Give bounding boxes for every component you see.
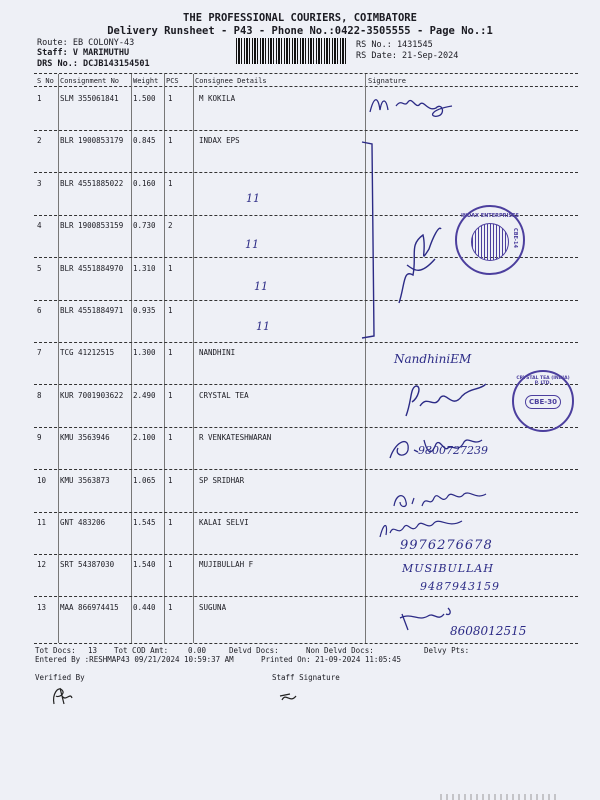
row-weight: 1.300 — [133, 348, 156, 358]
row-sno: 8 — [37, 390, 42, 400]
row-consignment-no: BLR 1900853179 — [60, 136, 124, 146]
verified-by-label: Verified By — [35, 673, 85, 682]
crystal-tea-stamp — [512, 370, 574, 432]
row-sno: 4 — [37, 221, 42, 231]
signature-nandhini: NandhiniEM — [394, 352, 472, 366]
phone-row-12: 9487943159 — [420, 580, 500, 593]
col-header-consignee: Consignee Details — [195, 77, 267, 85]
delvd-docs-label: Delvd Docs: — [229, 646, 279, 655]
row-sno: 2 — [37, 136, 42, 146]
indax-stamp-code: CBE-14 — [512, 228, 519, 248]
row-separator — [34, 596, 578, 597]
row-sno: 10 — [37, 475, 47, 485]
row-consignee: NANDHINI — [199, 348, 236, 358]
row-sno: 5 — [37, 263, 42, 273]
row-pcs: 1 — [168, 475, 173, 485]
row-pcs: 1 — [168, 560, 173, 570]
tot-cod-label: Tot COD Amt: — [114, 646, 169, 655]
staff-label: Staff: V MARIMUTHU — [37, 48, 130, 58]
ditto-mark: 11 — [246, 192, 260, 205]
col-header-sno: S No — [37, 77, 54, 85]
col-header-pcs: PCS — [166, 77, 179, 85]
staff-signature-label: Staff Signature — [272, 673, 340, 682]
row-consignment-no: SLM 355061841 — [60, 94, 119, 103]
row-consignment-no: BLR 4551885022 — [60, 178, 124, 188]
row-sno: 1 — [37, 94, 42, 103]
row-consignment-no: KMU 3563946 — [60, 433, 110, 443]
row-separator — [34, 342, 578, 343]
non-delvd-docs-label: Non Delvd Docs: — [306, 646, 374, 655]
row-pcs: 1 — [168, 306, 173, 315]
row-pcs: 1 — [168, 263, 173, 273]
column-divider — [58, 74, 59, 643]
column-divider — [164, 74, 165, 643]
table-header-rule — [34, 86, 578, 87]
row-weight: 1.545 — [133, 518, 156, 527]
row-weight: 0.440 — [133, 602, 156, 612]
row-weight: 0.730 — [133, 221, 156, 231]
signature-row-10 — [392, 488, 492, 512]
row-consignee: CRYSTAL TEA — [199, 390, 249, 400]
printed-on: Printed On: 21-09-2024 11:05:45 — [261, 655, 401, 664]
col-header-signature: Signature — [368, 77, 406, 85]
stamp-center — [471, 223, 509, 261]
row-sno: 7 — [37, 348, 42, 358]
tot-docs-label: Tot Docs: — [35, 646, 76, 655]
drs-number: DRS No.: DCJB143154501 — [37, 59, 150, 69]
row-consignment-no: BLR 4551884970 — [60, 263, 124, 273]
row-consignee: MUJIBULLAH F — [199, 560, 254, 570]
row-weight: 2.100 — [133, 433, 156, 443]
signature-rows-2-6 — [395, 215, 445, 310]
indax-stamp — [455, 205, 525, 275]
phone-row-11: 9976276678 — [400, 538, 493, 553]
row-sno: 11 — [37, 518, 47, 527]
row-pcs: 1 — [168, 518, 173, 527]
row-consignee: INDAX EPS — [199, 136, 240, 146]
ditto-mark: 11 — [245, 238, 259, 251]
delvy-pts-label: Delvy Pts: — [424, 646, 470, 655]
row-consignment-no: MAA 866974415 — [60, 602, 119, 612]
row-sno: 6 — [37, 306, 42, 315]
column-divider — [131, 74, 132, 643]
row-consignee: SP SRIDHAR — [199, 475, 245, 485]
verifier-signature — [50, 684, 74, 706]
document-title: THE PROFESSIONAL COURIERS, COIMBATORE — [183, 12, 417, 24]
phone-row-13: 8608012515 — [450, 624, 527, 638]
row-weight: 2.490 — [133, 390, 156, 400]
ditto-mark: 11 — [256, 320, 270, 333]
tot-cod-value: 0.00 — [188, 646, 207, 655]
row-pcs: 2 — [168, 221, 173, 231]
row-pcs: 1 — [168, 433, 173, 443]
col-header-consignment: Consignment No — [60, 77, 120, 85]
col-header-weight: Weight — [133, 77, 159, 85]
signature-row-8 — [400, 380, 490, 420]
row-consignee: KALAI SELVI — [199, 518, 249, 527]
row-consignment-no: BLR 1900853159 — [60, 221, 124, 231]
row-consignee: SUGUNA — [199, 602, 227, 612]
row-sno: 12 — [37, 560, 47, 570]
row-weight: 1.500 — [133, 94, 156, 103]
row-consignment-no: TCG 41212515 — [60, 348, 115, 358]
row-pcs: 1 — [168, 136, 173, 146]
row-consignment-no: GNT 483206 — [60, 518, 106, 527]
route-label: Route: EB COLONY-43 — [37, 38, 135, 48]
row-weight: 0.160 — [133, 178, 156, 188]
signature-row-13 — [398, 604, 458, 634]
barcode — [236, 38, 348, 64]
table-top-rule — [34, 73, 578, 74]
row-separator — [34, 300, 578, 301]
row-separator — [34, 130, 578, 131]
crystal-stamp-code: CBE-30 — [525, 395, 561, 409]
crystal-stamp-text: CRYSTAL TEA (INDIA) P. LTD. — [516, 376, 570, 386]
entered-by: Entered By :RESHMAP43 09/21/2024 10:59:37 AM — [35, 655, 234, 664]
ditto-mark: 11 — [254, 280, 268, 293]
table-bottom-rule — [34, 643, 578, 644]
row-consignment-no: KUR 7001903622 — [60, 390, 124, 400]
row-separator — [34, 469, 578, 470]
row-weight: 0.935 — [133, 306, 156, 315]
signature-row-1 — [368, 92, 458, 122]
row-consignment-no: KMU 3563873 — [60, 475, 110, 485]
handwritten-mujibullah: MUSIBULLAH — [402, 562, 494, 575]
row-weight: 1.310 — [133, 263, 156, 273]
phone-row-9: 9800727239 — [418, 444, 488, 457]
row-sno: 9 — [37, 433, 42, 443]
indax-stamp-text: INDAX ENTERPRISES — [461, 213, 519, 219]
scan-noise — [440, 794, 560, 800]
row-weight: 1.540 — [133, 560, 156, 570]
tot-docs-value: 13 — [88, 646, 98, 655]
rs-number: RS No.: 1431545 — [356, 40, 433, 50]
row-separator — [34, 172, 578, 173]
row-separator — [34, 512, 578, 513]
row-separator — [34, 384, 578, 385]
row-consignment-no: BLR 4551884971 — [60, 306, 124, 315]
row-pcs: 1 — [168, 94, 173, 103]
staff-signature — [278, 690, 298, 704]
bracket-mark — [360, 140, 380, 340]
row-weight: 0.845 — [133, 136, 156, 146]
row-separator — [34, 427, 578, 428]
row-pcs: 1 — [168, 348, 173, 358]
row-weight: 1.065 — [133, 475, 156, 485]
signature-row-11 — [378, 513, 468, 541]
row-sno: 13 — [37, 602, 47, 612]
row-pcs: 1 — [168, 602, 173, 612]
rs-date: RS Date: 21-Sep-2024 — [356, 51, 459, 61]
row-separator — [34, 554, 578, 555]
row-consignment-no: SRT 54387030 — [60, 560, 115, 570]
row-sno: 3 — [37, 178, 42, 188]
row-pcs: 1 — [168, 178, 173, 188]
row-consignee: M KOKILA — [199, 94, 236, 103]
row-pcs: 1 — [168, 390, 173, 400]
column-divider — [193, 74, 194, 643]
runsheet-subtitle: Delivery Runsheet - P43 - Phone No.:0422-3505555 - Page No.:1 — [107, 25, 493, 37]
row-consignee: R VENKATESHWARAN — [199, 433, 272, 443]
